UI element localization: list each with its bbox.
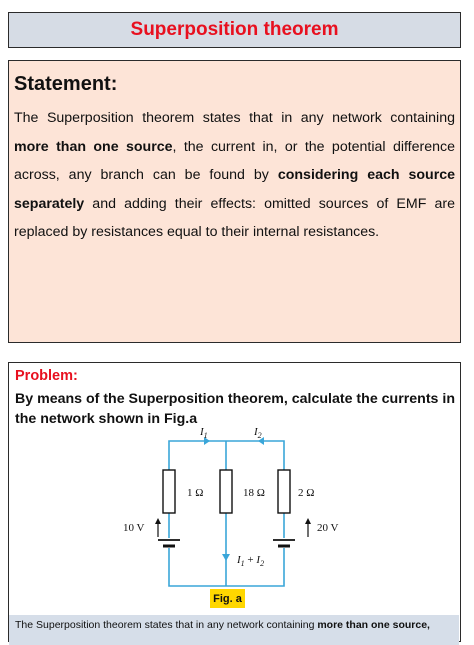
statement-panel	[8, 60, 461, 343]
statement-text-1: The Superposition theorem states that in any network containing	[14, 110, 455, 126]
title-bar	[8, 12, 461, 48]
statement-bold-2: considering each source separately	[14, 167, 456, 212]
statement-text-2: , the current in, or the potential difference across, any branch can be found by	[14, 138, 455, 183]
current-label-i2: $I_2$	[254, 426, 262, 440]
next-slide-bold-1: more than one source,	[317, 619, 430, 631]
resistor-label-3: 2 Ω	[298, 487, 315, 499]
resistor-label-1: 1 Ω	[187, 487, 204, 499]
next-slide-text	[15, 619, 430, 631]
voltage-label-left: 10 V	[123, 522, 145, 534]
resistor-18-ohm	[220, 470, 232, 513]
voltage-arrow-right-head	[305, 518, 311, 524]
figure-label: Fig. a	[210, 589, 245, 608]
problem-heading: Problem:	[15, 368, 78, 384]
statement-heading: Statement:	[14, 73, 118, 95]
statement-text-3: and adding their effects: omitted sources of EMF are replaced by resistances equal to their internal resistances.	[14, 195, 455, 240]
circuit-diagram	[109, 423, 369, 593]
current-label-i1: $I_1$	[200, 426, 208, 440]
statement-body	[14, 104, 455, 247]
next-slide-text-1: The Superposition theorem states that in any network containing	[15, 619, 318, 631]
slide-title: Superposition theorem	[130, 19, 339, 40]
sum-current-label: $I_1 + I_2$	[237, 554, 265, 568]
voltage-label-right: 20 V	[317, 522, 339, 534]
resistor-1-ohm	[163, 470, 175, 513]
resistor-label-2: 18 Ω	[243, 487, 265, 499]
problem-text: By means of the Superposition theorem, calculate the currents in the network shown in Fig.a	[15, 391, 455, 427]
resistor-2-ohm	[278, 470, 290, 513]
current-arrow-sum	[222, 554, 230, 561]
statement-bold-1: more than one source	[14, 138, 173, 155]
problem-panel	[8, 362, 461, 642]
voltage-arrow-left-head	[155, 518, 161, 524]
